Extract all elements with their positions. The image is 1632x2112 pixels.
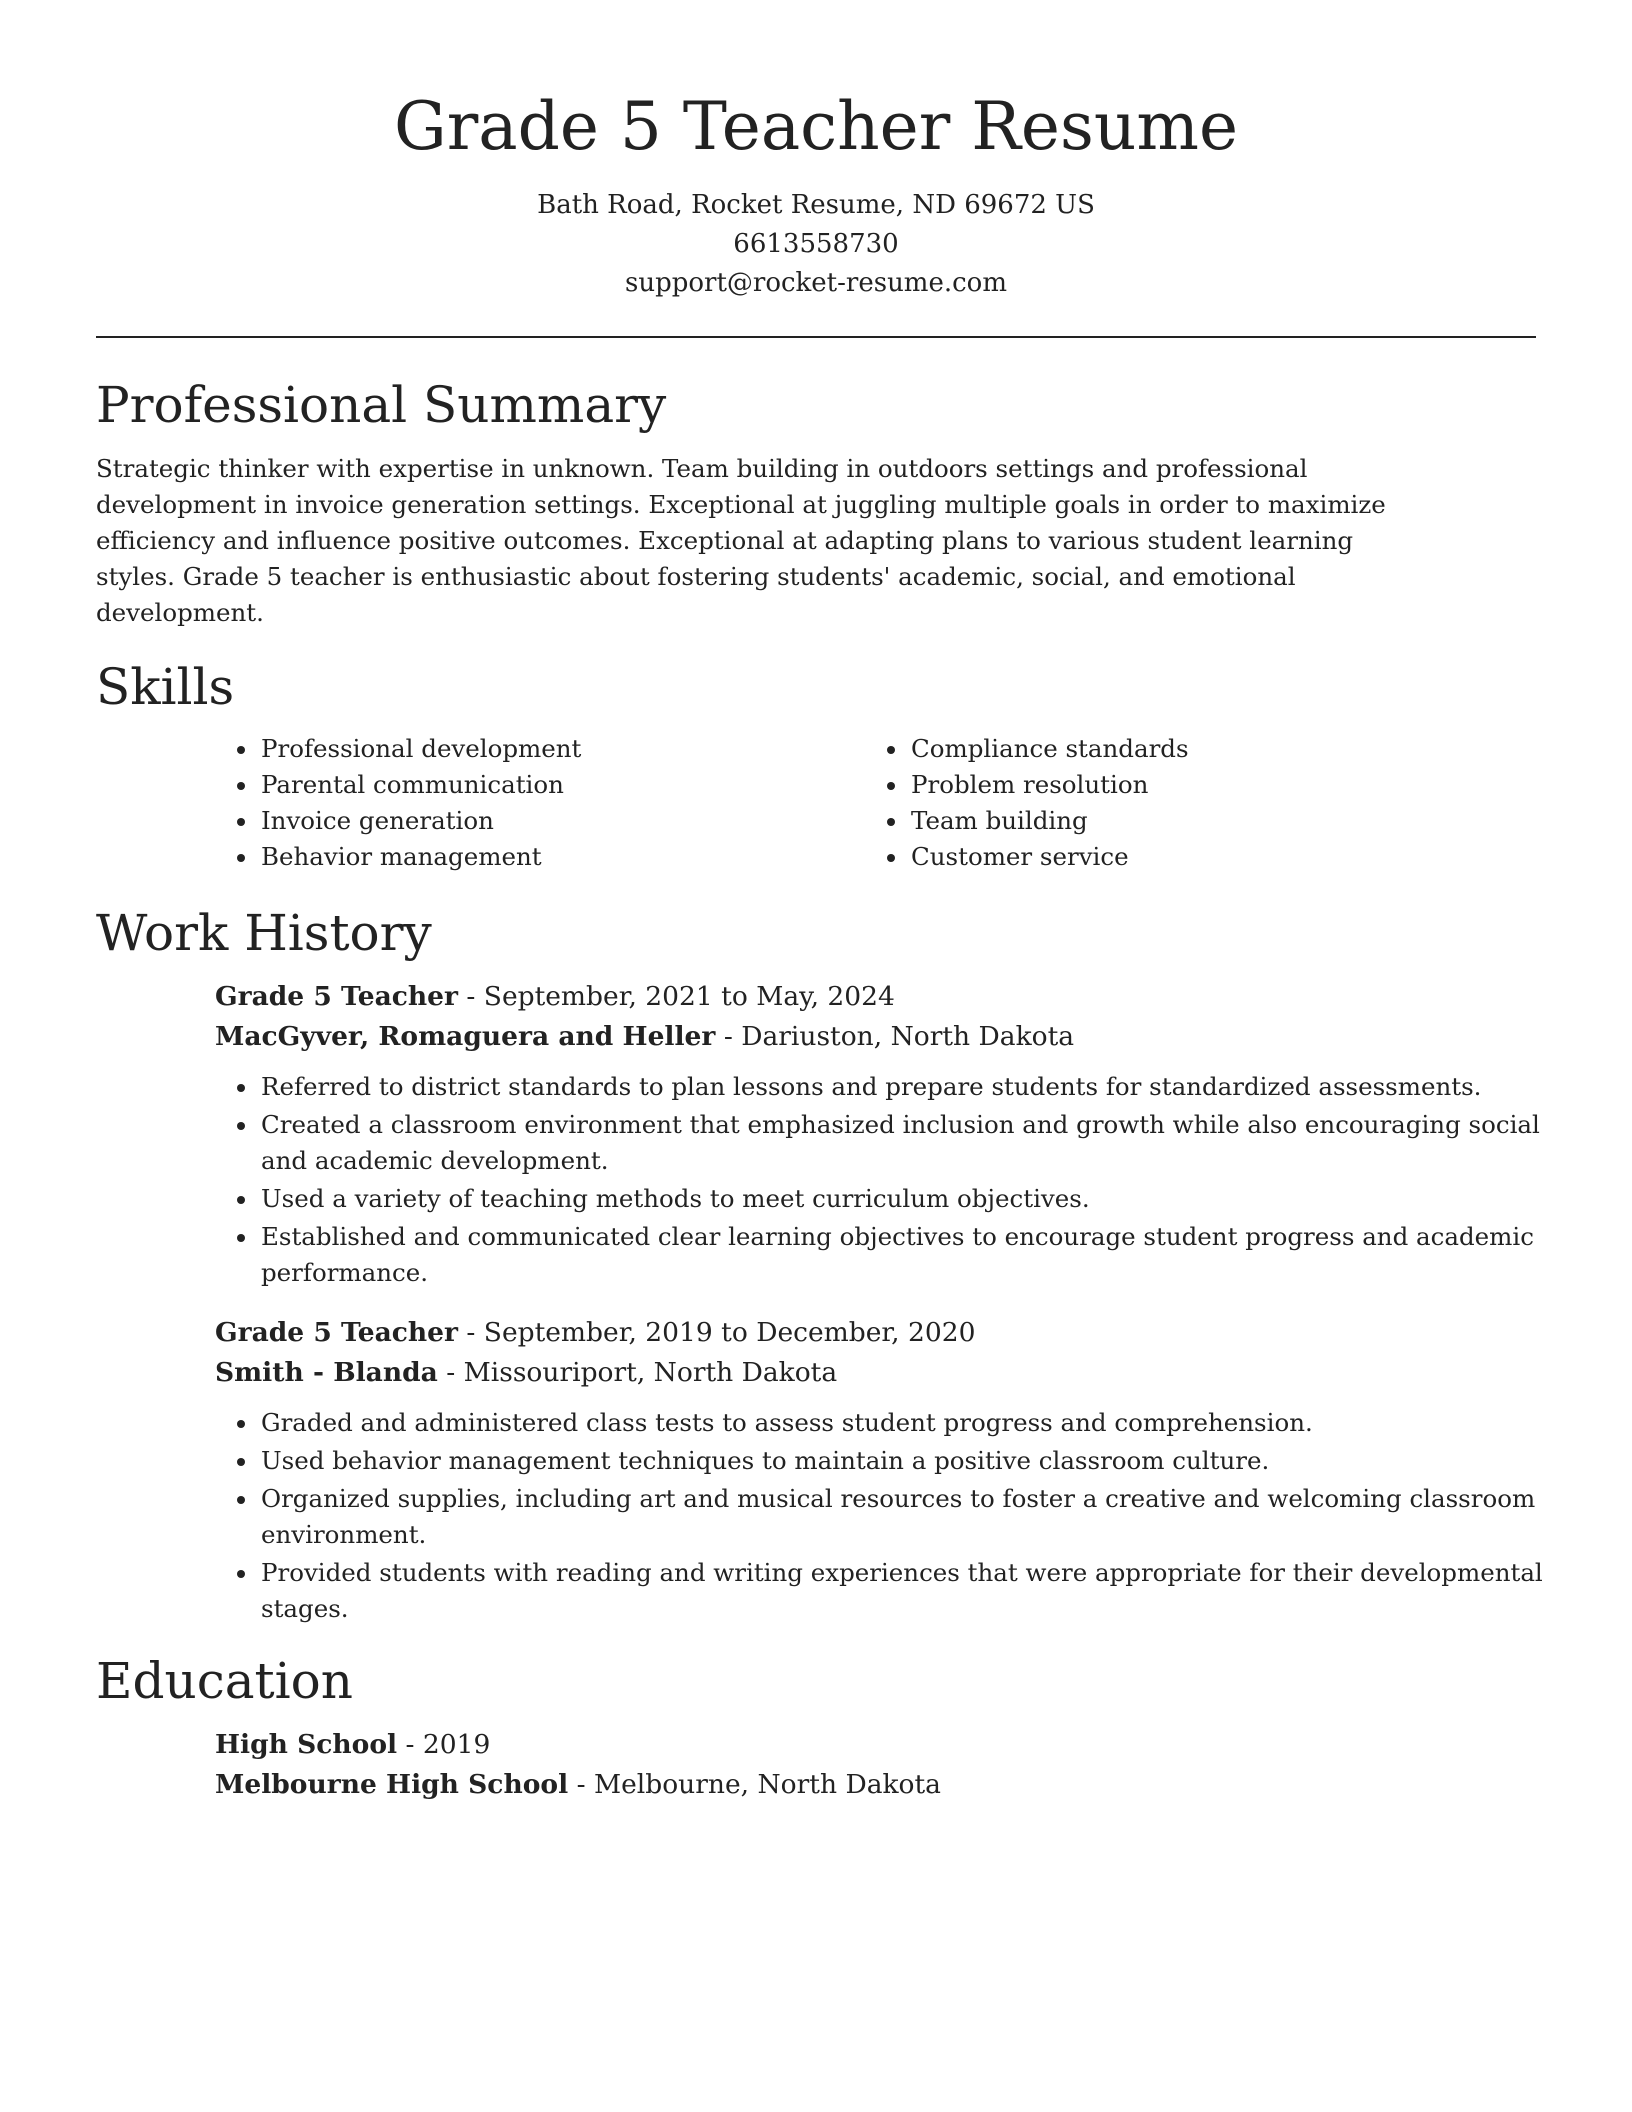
education-degree: High School [215, 1729, 398, 1760]
skill-item: • Problem resolution [909, 767, 1515, 803]
education-entry [215, 1725, 1536, 1805]
job-bullets [215, 1405, 1569, 1627]
skill-item: • Parental communication [259, 767, 865, 803]
work-heading: Work History [96, 904, 432, 962]
education-degree-line: High School - 2019 [215, 1729, 491, 1760]
summary-heading: Professional Summary [96, 376, 667, 434]
skills-section [96, 655, 1536, 875]
education-school: Melbourne High School [215, 1769, 569, 1800]
job-title-line: Grade 5 Teacher - September, 2021 to May, 2024 [215, 981, 895, 1012]
job-title-line: Grade 5 Teacher - September, 2019 to December, 2020 [215, 1317, 976, 1348]
skill-item: • Invoice generation [259, 803, 865, 839]
job-company: Smith - Blanda [215, 1357, 438, 1388]
job-company-line: MacGyver, Romaguera and Heller - Dariuston, North Dakota [215, 1021, 1075, 1052]
skill-item: • Behavior management [259, 839, 865, 875]
skills-grid [215, 731, 1536, 875]
work-section [96, 901, 1543, 1627]
skills-list-right [865, 731, 1515, 875]
summary-text: Strategic thinker with expertise in unknown. Team building in outdoors settings and professional development in invoice generation settings. Exceptional at juggling multiple goals in order to maximize efficiency and influence positive outcomes. Exceptional at adapting plans to various student learning styles. Grade 5 teacher is enthusiastic about fostering students' academic, social, and emotional development. [96, 454, 1386, 627]
resume-title: Grade 5 Teacher Resume [393, 88, 1238, 165]
job-title: Grade 5 Teacher [215, 981, 458, 1012]
skill-item: • Compliance standards [909, 731, 1515, 767]
contact-phone: 6613558730 [733, 229, 899, 259]
skill-item: • Customer service [909, 839, 1515, 875]
skills-heading: Skills [96, 658, 235, 716]
job-entry [215, 1313, 1543, 1627]
job-bullet: • Used behavior management techniques to maintain a positive classroom culture. [259, 1443, 1569, 1479]
job-title: Grade 5 Teacher [215, 1317, 458, 1348]
job-entry [215, 977, 1540, 1291]
job-company-line: Smith - Blanda - Missouriport, North Dakota [215, 1357, 838, 1388]
skill-item: • Professional development [259, 731, 865, 767]
job-location: Missouriport, North Dakota [463, 1357, 838, 1388]
header-divider [96, 336, 1536, 338]
job-dates: September, 2021 to May, 2024 [483, 981, 895, 1012]
job-bullets [215, 1069, 1569, 1291]
education-section [96, 1649, 1536, 1805]
skill-item: • Team building [909, 803, 1515, 839]
job-company: MacGyver, Romaguera and Heller [215, 1021, 716, 1052]
job-bullet: • Graded and administered class tests to assess student progress and comprehension. [259, 1405, 1569, 1441]
resume-header [96, 0, 1536, 303]
education-year: 2019 [422, 1729, 491, 1760]
job-bullet: • Established and communicated clear learning objectives to encourage student progress and academic performance. [259, 1219, 1569, 1291]
education-heading: Education [96, 1652, 353, 1710]
job-dates: September, 2019 to December, 2020 [483, 1317, 976, 1348]
job-bullet: • Used a variety of teaching methods to meet curriculum objectives. [259, 1181, 1569, 1217]
education-location: Melbourne, North Dakota [593, 1769, 941, 1800]
contact-address: Bath Road, Rocket Resume, ND 69672 US [537, 190, 1095, 220]
job-bullet: • Created a classroom environment that emphasized inclusion and growth while also encouraging social and academic development. [259, 1107, 1569, 1179]
job-location: Dariuston, North Dakota [741, 1021, 1075, 1052]
skills-list-left [215, 731, 865, 875]
resume-page [96, 0, 1543, 1805]
summary-section [96, 373, 1536, 631]
contact-email: support@rocket-resume.com [624, 268, 1007, 298]
job-bullet: • Provided students with reading and writing experiences that were appropriate for their developmental stages. [259, 1555, 1569, 1627]
education-school-line: Melbourne High School - Melbourne, North Dakota [215, 1769, 941, 1800]
job-bullet: • Referred to district standards to plan lessons and prepare students for standardized assessments. [259, 1069, 1569, 1105]
contact-block [96, 186, 1536, 303]
job-bullet: • Organized supplies, including art and musical resources to foster a creative and welcoming classroom environment. [259, 1481, 1569, 1553]
